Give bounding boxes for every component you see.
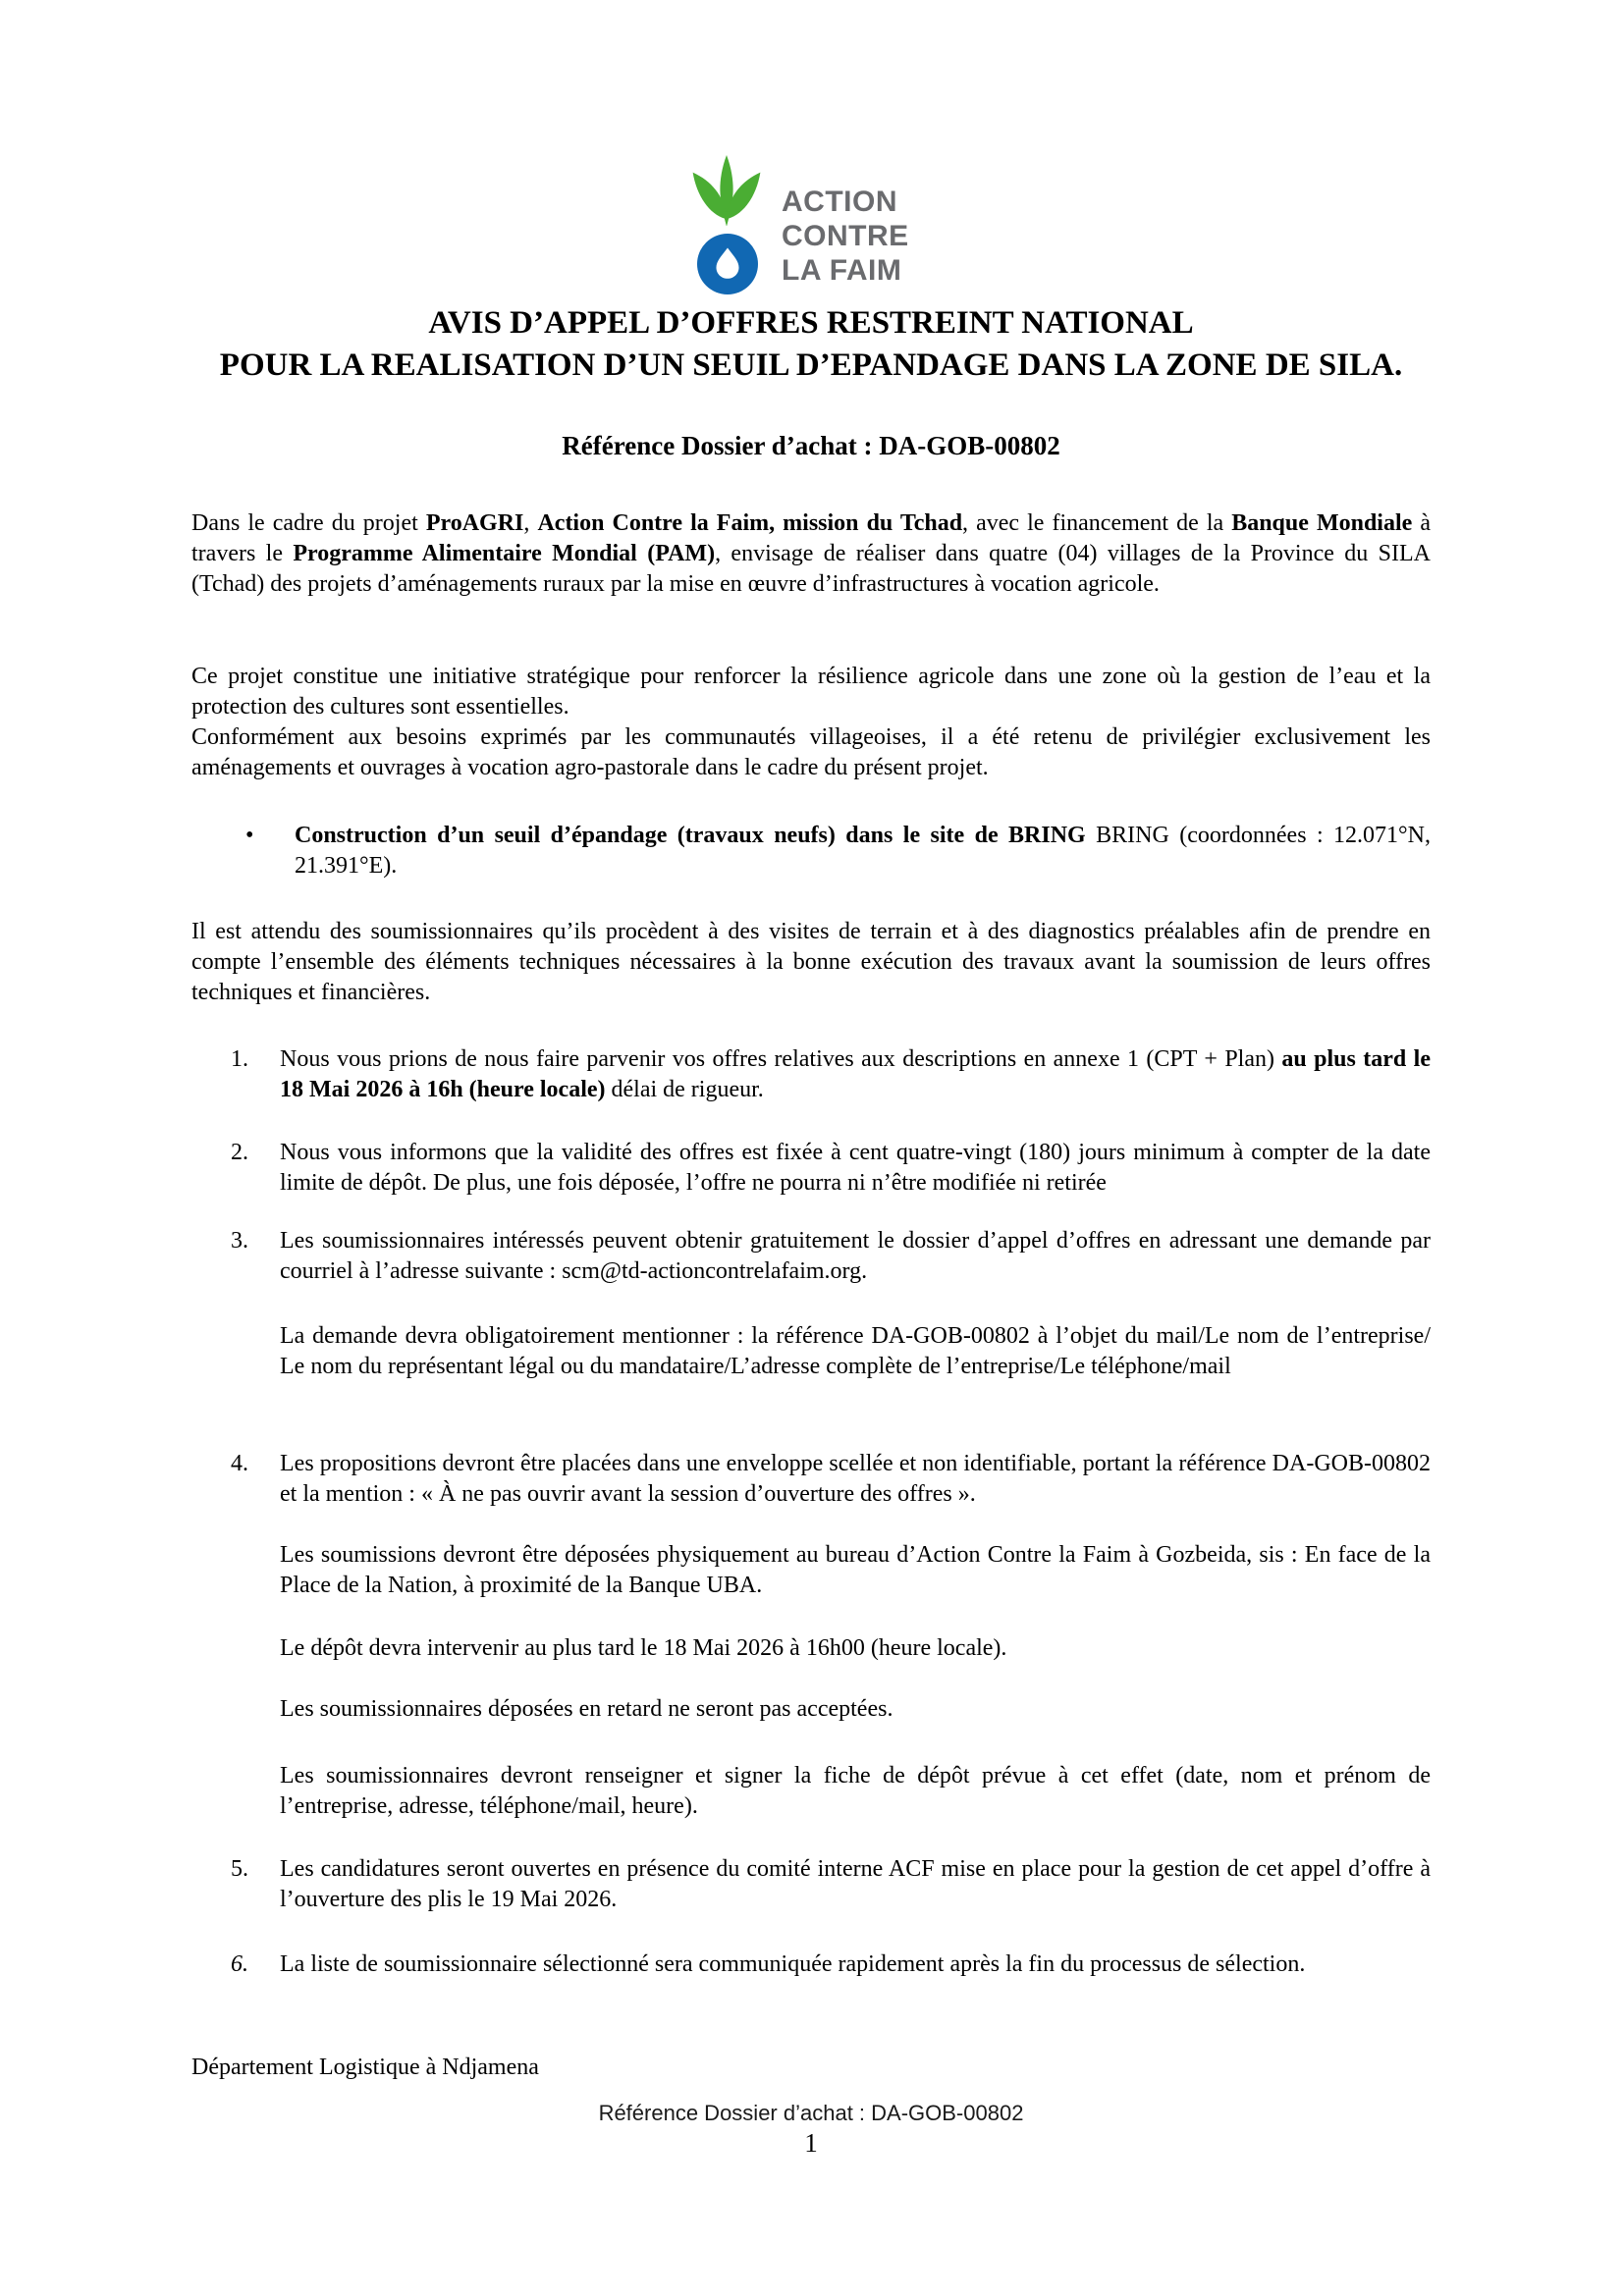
reference-heading: Référence Dossier d’achat : DA-GOB-00802: [562, 431, 1060, 460]
list-number-2: 2.: [231, 1140, 248, 1165]
water-drop-icon: [695, 232, 760, 296]
item-3-subparagraph: La demande devra obligatoirement mentionner : la référence DA-GOB-00802 à l’objet du mail/Le nom de l’entreprise/ Le nom du représentant légal ou du mandataire/L’adresse complète de l’entreprise/Le téléphone/mail: [280, 1323, 1431, 1379]
list-number-1: 1.: [231, 1046, 248, 1072]
list-item-2: [191, 1138, 1431, 1199]
list-item-1-text: Nous vous prions de nous faire parvenir vos offres relatives aux descriptions en annexe 1 (CPT + Plan) au plus tard le 18 Mai 2026 à 16h (heure locale) délai de rigueur.: [280, 1046, 1431, 1102]
logo-word-contre: CONTRE: [782, 220, 909, 252]
list-item-6-text: La liste de soumissionnaire sélectionné sera communiquée rapidement après la fin du processus de sélection.: [280, 1951, 1306, 1977]
footer-reference: Référence Dossier d’achat : DA-GOB-00802: [598, 2101, 1024, 2125]
acf-logo-glyphs: [685, 147, 770, 296]
list-number-3: 3.: [231, 1228, 248, 1254]
list-item-4: [191, 1449, 1431, 1510]
list-item-4-text: Les propositions devront être placées dans une enveloppe scellée et non identifiable, portant la référence DA-GOB-00802 et la mention : « À ne pas ouvrir avant la session d’ouverture des offres ».: [280, 1451, 1431, 1507]
strategy-paragraphs: [191, 662, 1431, 783]
logo-word-la-faim: LA FAIM: [782, 254, 902, 287]
list-item-5-text: Les candidatures seront ouvertes en présence du comité interne ACF mise en place pour la gestion de cet appel d’offre à l’ouverture des plis le 19 Mai 2026.: [280, 1856, 1431, 1912]
list-item-2-text: Nous vous informons que la validité des offres est fixée à cent quatre-vingt (180) jours minimum à compter de la date limite de dépôt. De plus, une fois déposée, l’offre ne pourra ni n’être modifiée ni retirée: [280, 1140, 1431, 1196]
acf-logo-wordmark: [782, 185, 909, 288]
item-4-subparagraph-deadline: Le dépôt devra intervenir au plus tard le 18 Mai 2026 à 16h00 (heure locale).: [280, 1635, 1007, 1661]
bullet-icon: •: [245, 823, 254, 848]
intro-paragraph: Dans le cadre du projet ProAGRI, Action Contre la Faim, mission du Tchad, avec le financement de la Banque Mondiale à travers le Programme Alimentaire Mondial (PAM), envisage de réaliser dans quatre (04) villages de la Province du SILA (Tchad) des projets d’aménagements ruraux par la mise en œuvre d’infrastructures à vocation agricole.: [191, 510, 1431, 597]
list-item-3-text: Les soumissionnaires intéressés peuvent obtenir gratuitement le dossier d’appel d’offres en adressant une demande par courriel à l’adresse suivante : scm@td-actioncontrelafaim.org.: [280, 1228, 1431, 1284]
list-item-3: [191, 1226, 1431, 1287]
page-number: 1: [804, 2128, 818, 2158]
item-4-subparagraph-deposit-location: Les soumissions devront être déposées physiquement au bureau d’Action Contre la Faim à Gozbeida, sis : En face de la Place de la Nation, à proximité de la Banque UBA.: [280, 1542, 1431, 1598]
title-line-2: POUR LA REALISATION D’UN SEUIL D’EPANDAGE DANS LA ZONE DE SILA.: [219, 347, 1403, 383]
strategy-paragraph-1: Ce projet constitue une initiative stratégique pour renforcer la résilience agricole dans une zone où la gestion de l’eau et la protection des cultures sont essentielles.: [191, 664, 1431, 720]
site-bullet-item: [191, 821, 1431, 881]
document-title: [191, 302, 1431, 387]
list-item-1: [191, 1044, 1431, 1105]
leaf-icon: [685, 147, 768, 226]
item-4-subparagraph-late-submissions: Les soumissionnaires déposées en retard ne seront pas acceptées.: [280, 1696, 893, 1722]
title-line-1: AVIS D’APPEL D’OFFRES RESTREINT NATIONAL: [428, 305, 1194, 341]
list-item-5: [191, 1854, 1431, 1915]
logo-word-action: ACTION: [782, 186, 897, 218]
list-number-4: 4.: [231, 1451, 248, 1476]
list-item-6: [191, 1949, 1431, 1980]
list-number-5: 5.: [231, 1856, 248, 1882]
item-4-subparagraph-deposit-form: Les soumissionnaires devront renseigner et signer la fiche de dépôt prévue à cet effet (date, nom et prénom de l’entreprise, adresse, téléphone/mail, heure).: [280, 1763, 1431, 1819]
strategy-paragraph-2: Conformément aux besoins exprimés par les communautés villageoises, il a été retenu de privilégier exclusivement les aménagements et ouvrages à vocation agro-pastorale dans le cadre du présent projet.: [191, 724, 1431, 780]
acf-logo: [685, 147, 909, 296]
list-number-6: 6.: [231, 1951, 248, 1977]
footer-department: Département Logistique à Ndjamena: [191, 2055, 539, 2080]
expectation-paragraph: Il est attendu des soumissionnaires qu’ils procèdent à des visites de terrain et à des diagnostics préalables afin de prendre en compte l’ensemble des éléments techniques nécessaires à la bonne exécution des travaux avant la soumission de leurs offres techniques et financières.: [191, 919, 1431, 1005]
bullet-text: Construction d’un seuil d’épandage (travaux neufs) dans le site de BRING BRING (coordonnées : 12.071°N, 21.391°E).: [295, 823, 1431, 879]
